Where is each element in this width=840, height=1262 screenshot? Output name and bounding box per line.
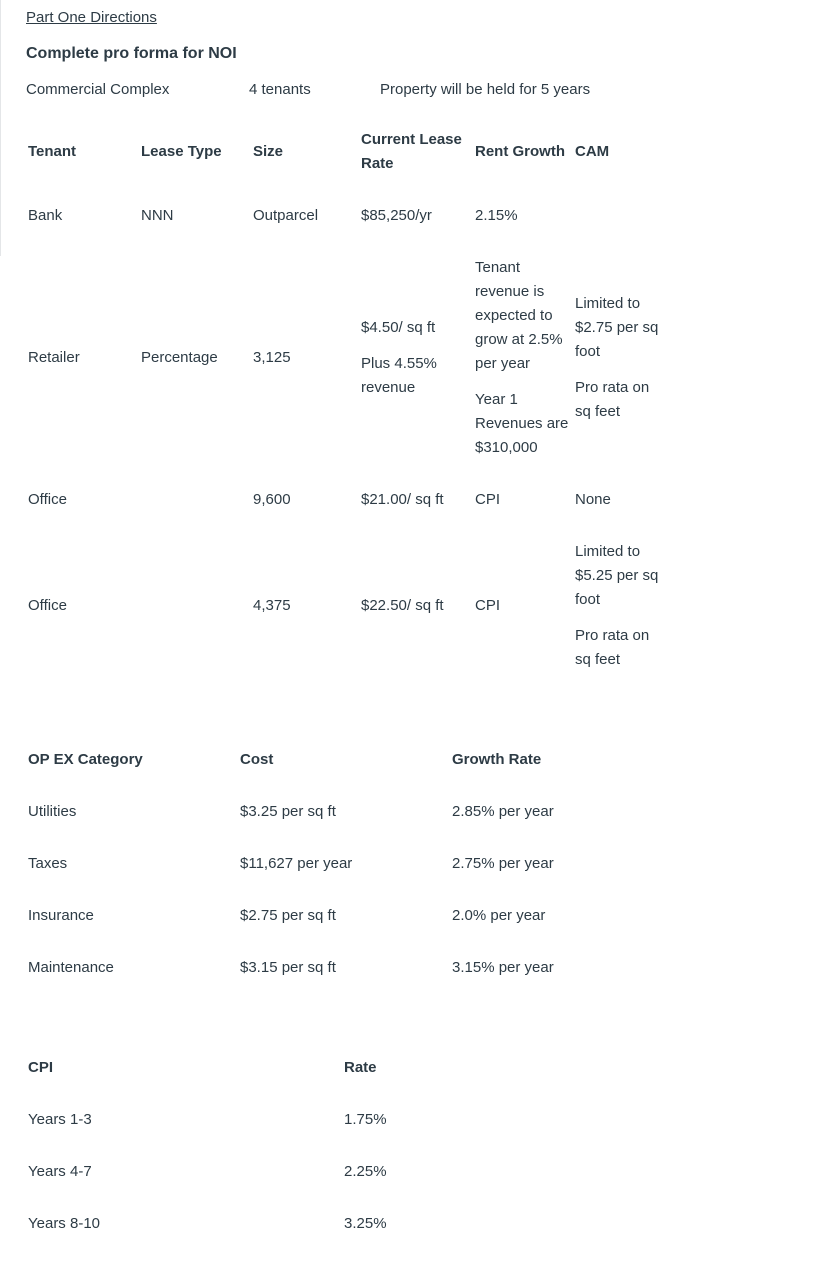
- tenant-cell: Retailer: [28, 349, 80, 366]
- opex-category-header: OP EX Category: [28, 751, 143, 768]
- cpi-rate-cell: 1.75%: [344, 1111, 387, 1128]
- cam-note: Pro rata on sq feet: [575, 379, 650, 420]
- cam-cell: Limited to $2.75 per sq foot: [575, 295, 659, 360]
- cpi-rate-cell: 2.25%: [344, 1163, 387, 1180]
- cam-cell: None: [575, 491, 611, 508]
- opex-cost-cell: $11,627 per year: [240, 855, 353, 872]
- lease-type-header: Lease Type: [141, 143, 222, 160]
- current-lease-rate-header: Current Lease Rate: [361, 131, 462, 172]
- size-cell: 3,125: [253, 349, 291, 366]
- tenant-count: 4 tenants: [249, 81, 311, 98]
- lease-type-cell: Percentage: [141, 349, 218, 366]
- opex-category-cell: Taxes: [28, 855, 68, 872]
- property-name: Commercial Complex: [26, 81, 170, 98]
- size-cell: 4,375: [253, 597, 291, 614]
- cpi-period-cell: Years 8-10: [28, 1215, 100, 1232]
- opex-category-cell: Utilities: [28, 803, 77, 820]
- page-title: Complete pro forma for NOI: [26, 45, 237, 62]
- rent-growth-header: Rent Growth: [475, 143, 565, 160]
- lease-rate-note: Plus 4.55% revenue: [361, 355, 437, 396]
- tenant-cell: Office: [28, 491, 67, 508]
- cpi-header: CPI: [28, 1059, 54, 1076]
- cam-header: CAM: [575, 143, 610, 160]
- cam-cell: Limited to $5.25 per sq foot: [575, 543, 659, 608]
- opex-category-cell: Maintenance: [28, 959, 114, 976]
- hold-period: Property will be held for 5 years: [380, 81, 591, 98]
- lease-rate-cell: $22.50/ sq ft: [361, 597, 444, 614]
- opex-cost-header: Cost: [240, 751, 274, 768]
- opex-growth-cell: 2.85% per year: [452, 803, 554, 820]
- rent-growth-note: Year 1 Revenues are $310,000: [475, 391, 569, 456]
- opex-cost-cell: $2.75 per sq ft: [240, 907, 336, 924]
- tenant-cell: Office: [28, 597, 67, 614]
- cpi-period-cell: Years 4-7: [28, 1163, 92, 1180]
- size-header: Size: [253, 143, 284, 160]
- opex-cost-cell: $3.15 per sq ft: [240, 959, 336, 976]
- lease-type-cell: NNN: [141, 207, 174, 224]
- tenant-header: Tenant: [28, 143, 77, 160]
- rent-growth-cell: CPI: [475, 597, 501, 614]
- rent-growth-cell: Tenant revenue is expected to grow at 2.5% per year: [475, 259, 563, 372]
- opex-growth-cell: 3.15% per year: [452, 959, 554, 976]
- lease-rate-cell: $21.00/ sq ft: [361, 491, 444, 508]
- part-one-directions-link[interactable]: Part One Directions: [26, 9, 157, 26]
- opex-growth-cell: 2.75% per year: [452, 855, 554, 872]
- cpi-period-cell: Years 1-3: [28, 1111, 92, 1128]
- size-cell: Outparcel: [253, 207, 319, 224]
- lease-rate-cell: $4.50/ sq ft: [361, 319, 436, 336]
- rent-growth-cell: 2.15%: [475, 207, 518, 224]
- opex-growth-cell: 2.0% per year: [452, 907, 546, 924]
- opex-cost-cell: $3.25 per sq ft: [240, 803, 336, 820]
- opex-growth-header: Growth Rate: [452, 751, 542, 768]
- tenant-cell: Bank: [28, 207, 63, 224]
- cpi-rate-cell: 3.25%: [344, 1215, 387, 1232]
- lease-rate-cell: $85,250/yr: [361, 207, 432, 224]
- content-left-border: [0, 0, 1, 256]
- cpi-rate-header: Rate: [344, 1059, 377, 1076]
- opex-category-cell: Insurance: [28, 907, 94, 924]
- size-cell: 9,600: [253, 491, 291, 508]
- cam-note: Pro rata on sq feet: [575, 627, 650, 668]
- rent-growth-cell: CPI: [475, 491, 501, 508]
